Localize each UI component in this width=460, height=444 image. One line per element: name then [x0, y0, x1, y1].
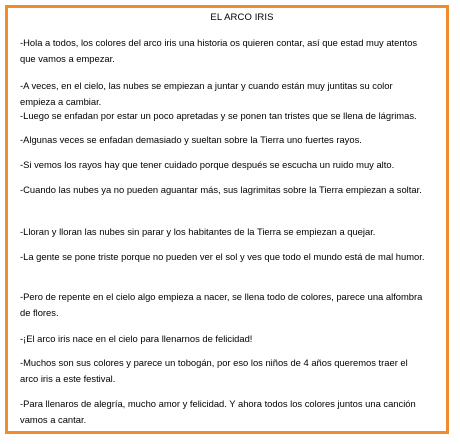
- paragraph-8: -La gente se pone triste porque no pueden ver el sol y ves que todo el mundo está de mal humor.: [20, 251, 425, 262]
- paragraph-10: -¡El arco iris nace en el cielo para llenarnos de felicidad!: [20, 333, 253, 344]
- paragraph-3: -Luego se enfadan por estar un poco apretadas y se ponen tan tristes que se llena de lágrimas.: [20, 110, 417, 121]
- paragraph-4: -Algunas veces se enfadan demasiado y sueltan sobre la Tierra uno fuertes rayos.: [20, 134, 362, 145]
- paragraph-6: -Cuando las nubes ya no pueden aguantar más, sus lagrimitas sobre la Tierra empiezan a soltar.: [20, 184, 422, 195]
- paragraph-11: -Muchos son sus colores y parece un tobogán, por eso los niños de 4 años queremos traer el arco iris a este festival.: [20, 357, 408, 384]
- paragraph-2: -A veces, en el cielo, las nubes se empiezan a juntar y cuando están muy juntitas su color empieza a cambiar.: [20, 80, 393, 107]
- paragraph-9: -Pero de repente en el cielo algo empieza a nacer, se llena todo de colores, parece una alfombra de flores.: [20, 291, 423, 318]
- paragraph-7: -Lloran y lloran las nubes sin parar y los habitantes de la Tierra se empiezan a quejar.: [20, 226, 376, 237]
- paragraph-5: -Si vemos los rayos hay que tener cuidado porque después se escucha un ruido muy alto.: [20, 159, 395, 170]
- paragraph-12: -Para llenaros de alegría, mucho amor y felicidad. Y ahora todos los colores juntos una canción vamos a cantar.: [20, 398, 416, 425]
- document-title: EL ARCO IRIS: [210, 12, 274, 23]
- paragraph-1: -Hola a todos, los colores del arco iris una historia os quieren contar, así que estad muy atentos que vamos a empezar.: [20, 37, 418, 64]
